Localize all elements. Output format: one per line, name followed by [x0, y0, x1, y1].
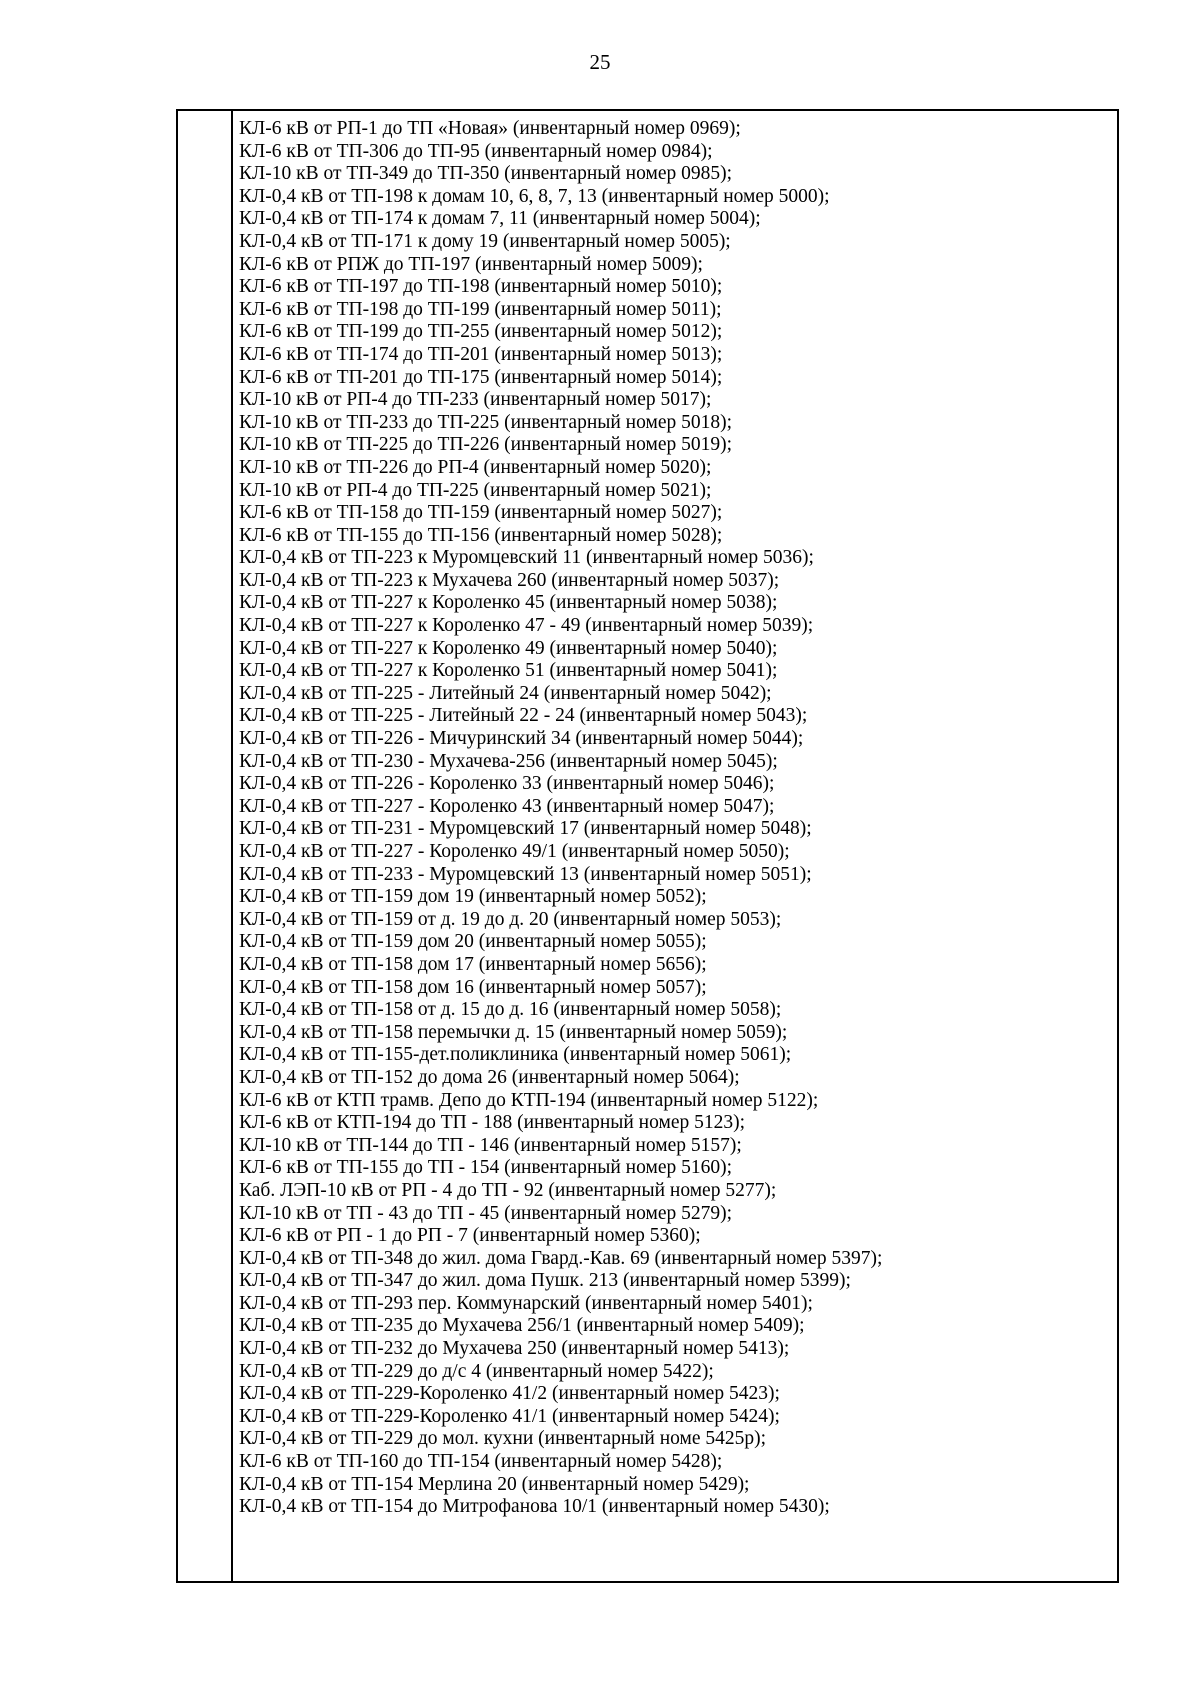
list-item: КЛ-10 кВ от ТП-225 до ТП-226 (инвентарный номер 5019);	[239, 434, 733, 456]
list-item: Каб. ЛЭП-10 кВ от РП - 4 до ТП - 92 (инвентарный номер 5277);	[239, 1179, 777, 1201]
list-item: КЛ-6 кВ от ТП-197 до ТП-198 (инвентарный номер 5010);	[239, 276, 723, 298]
list-item: КЛ-0,4 кВ от ТП-348 до жил. дома Гвард.-Кав. 69 (инвентарный номер 5397);	[239, 1247, 883, 1269]
list-item: КЛ-0,4 кВ от ТП-227 к Короленко 49 (инвентарный номер 5040);	[239, 637, 778, 659]
list-item: КЛ-0,4 кВ от ТП-293 пер. Коммунарский (инвентарный номер 5401);	[239, 1292, 813, 1314]
list-item: КЛ-10 кВ от ТП-226 до РП-4 (инвентарный номер 5020);	[239, 456, 712, 478]
list-item: КЛ-0,4 кВ от ТП-158 дом 17 (инвентарный номер 5656);	[239, 953, 707, 975]
cable-line-list	[239, 118, 1117, 1519]
list-item: КЛ-0,4 кВ от ТП-227 - Короленко 43 (инвентарный номер 5047);	[239, 795, 775, 817]
list-item: КЛ-6 кВ от ТП-198 до ТП-199 (инвентарный номер 5011);	[239, 298, 722, 320]
list-item: КЛ-6 кВ от РП - 1 до РП - 7 (инвентарный номер 5360);	[239, 1225, 701, 1247]
list-item: КЛ-6 кВ от КТП-194 до ТП - 188 (инвентарный номер 5123);	[239, 1112, 746, 1134]
list-item: КЛ-0,4 кВ от ТП-227 к Короленко 47 - 49 (инвентарный номер 5039);	[239, 615, 814, 637]
list-item: КЛ-0,4 кВ от ТП-159 дом 19 (инвентарный номер 5052);	[239, 886, 707, 908]
list-item: КЛ-0,4 кВ от ТП-235 до Мухачева 256/1 (инвентарный номер 5409);	[239, 1315, 805, 1337]
list-item: КЛ-0,4 кВ от ТП-152 до дома 26 (инвентарный номер 5064);	[239, 1066, 740, 1088]
list-item: КЛ-0,4 кВ от ТП-230 - Мухачева-256 (инвентарный номер 5045);	[239, 750, 778, 772]
list-item: КЛ-6 кВ от КТП трамв. Депо до КТП-194 (инвентарный номер 5122);	[239, 1089, 819, 1111]
list-item: КЛ-0,4 кВ от ТП-227 к Короленко 51 (инвентарный номер 5041);	[239, 660, 778, 682]
list-item: КЛ-0,4 кВ от ТП-347 до жил. дома Пушк. 213 (инвентарный номер 5399);	[239, 1270, 851, 1292]
list-item: КЛ-10 кВ от РП-4 до ТП-225 (инвентарный номер 5021);	[239, 479, 712, 501]
list-item: КЛ-0,4 кВ от ТП-225 - Литейный 24 (инвентарный номер 5042);	[239, 682, 772, 704]
list-item: КЛ-6 кВ от ТП-174 до ТП-201 (инвентарный номер 5013);	[239, 343, 723, 365]
list-item: КЛ-0,4 кВ от ТП-198 к домам 10, 6, 8, 7, 13 (инвентарный номер 5000);	[239, 185, 830, 207]
list-item: КЛ-10 кВ от ТП - 43 до ТП - 45 (инвентарный номер 5279);	[239, 1202, 733, 1224]
list-item: КЛ-10 кВ от ТП-349 до ТП-350 (инвентарный номер 0985);	[239, 163, 733, 185]
list-item: КЛ-0,4 кВ от ТП-233 - Муромцевский 13 (инвентарный номер 5051);	[239, 863, 812, 885]
list-item: КЛ-6 кВ от ТП-155 до ТП - 154 (инвентарный номер 5160);	[239, 1157, 733, 1179]
list-item: КЛ-6 кВ от РПЖ до ТП-197 (инвентарный номер 5009);	[239, 253, 703, 275]
list-item: КЛ-0,4 кВ от ТП-223 к Мухачева 260 (инвентарный номер 5037);	[239, 569, 780, 591]
table-content-column	[235, 111, 1117, 1581]
list-item: КЛ-0,4 кВ от ТП-174 к домам 7, 11 (инвентарный номер 5004);	[239, 208, 761, 230]
list-item: КЛ-0,4 кВ от ТП-171 к дому 19 (инвентарный номер 5005);	[239, 230, 731, 252]
list-item: КЛ-0,4 кВ от ТП-226 - Мичуринский 34 (инвентарный номер 5044);	[239, 728, 804, 750]
list-item: КЛ-10 кВ от ТП-233 до ТП-225 (инвентарный номер 5018);	[239, 411, 733, 433]
list-item: КЛ-0,4 кВ от ТП-158 от д. 15 до д. 16 (инвентарный номер 5058);	[239, 999, 782, 1021]
table-left-column	[178, 111, 233, 1581]
list-item: КЛ-0,4 кВ от ТП-155-дет.поликлиника (инвентарный номер 5061);	[239, 1044, 792, 1066]
list-item: КЛ-6 кВ от РП-1 до ТП «Новая» (инвентарный номер 0969);	[239, 118, 741, 139]
list-item: КЛ-0,4 кВ от ТП-154 Мерлина 20 (инвентарный номер 5429);	[239, 1473, 750, 1495]
list-item: КЛ-0,4 кВ от ТП-229 до д/с 4 (инвентарный номер 5422);	[239, 1360, 714, 1382]
list-item: КЛ-6 кВ от ТП-155 до ТП-156 (инвентарный номер 5028);	[239, 524, 723, 546]
list-item: КЛ-0,4 кВ от ТП-223 к Муромцевский 11 (инвентарный номер 5036);	[239, 547, 814, 569]
list-item: КЛ-0,4 кВ от ТП-229-Короленко 41/2 (инвентарный номер 5423);	[239, 1383, 780, 1405]
list-item: КЛ-0,4 кВ от ТП-158 дом 16 (инвентарный номер 5057);	[239, 976, 707, 998]
list-item: КЛ-0,4 кВ от ТП-226 - Короленко 33 (инвентарный номер 5046);	[239, 773, 775, 795]
list-item: КЛ-0,4 кВ от ТП-154 до Митрофанова 10/1 (инвентарный номер 5430);	[239, 1496, 830, 1518]
list-item: КЛ-6 кВ от ТП-201 до ТП-175 (инвентарный номер 5014);	[239, 366, 723, 388]
list-item: КЛ-0,4 кВ от ТП-159 от д. 19 до д. 20 (инвентарный номер 5053);	[239, 908, 782, 930]
list-item: КЛ-0,4 кВ от ТП-229 до мол. кухни (инвентарный номе 5425р);	[239, 1428, 767, 1450]
list-item: КЛ-0,4 кВ от ТП-159 дом 20 (инвентарный номер 5055);	[239, 931, 707, 953]
page-number: 25	[589, 50, 611, 74]
list-item: КЛ-6 кВ от ТП-306 до ТП-95 (инвентарный номер 0984);	[239, 140, 713, 162]
list-item: КЛ-10 кВ от ТП-144 до ТП - 146 (инвентарный номер 5157);	[239, 1134, 742, 1156]
list-item: КЛ-6 кВ от ТП-158 до ТП-159 (инвентарный номер 5027);	[239, 502, 723, 524]
list-item: КЛ-0,4 кВ от ТП-227 - Короленко 49/1 (инвентарный номер 5050);	[239, 841, 790, 862]
list-item: КЛ-0,4 кВ от ТП-229-Короленко 41/1 (инвентарный номер 5424);	[239, 1405, 780, 1427]
document-table	[176, 109, 1119, 1583]
list-item: КЛ-0,4 кВ от ТП-225 - Литейный 22 - 24 (инвентарный номер 5043);	[239, 705, 808, 727]
list-item: КЛ-10 кВ от РП-4 до ТП-233 (инвентарный номер 5017);	[239, 389, 712, 411]
list-item: КЛ-6 кВ от ТП-160 до ТП-154 (инвентарный номер 5428);	[239, 1451, 723, 1473]
list-item: КЛ-0,4 кВ от ТП-232 до Мухачева 250 (инвентарный номер 5413);	[239, 1338, 790, 1360]
list-item: КЛ-0,4 кВ от ТП-158 перемычки д. 15 (инвентарный номер 5059);	[239, 1021, 788, 1043]
list-item: КЛ-0,4 кВ от ТП-227 к Короленко 45 (инвентарный номер 5038);	[239, 592, 778, 614]
list-item: КЛ-0,4 кВ от ТП-231 - Муромцевский 17 (инвентарный номер 5048);	[239, 818, 812, 840]
list-item: КЛ-6 кВ от ТП-199 до ТП-255 (инвентарный номер 5012);	[239, 321, 723, 343]
